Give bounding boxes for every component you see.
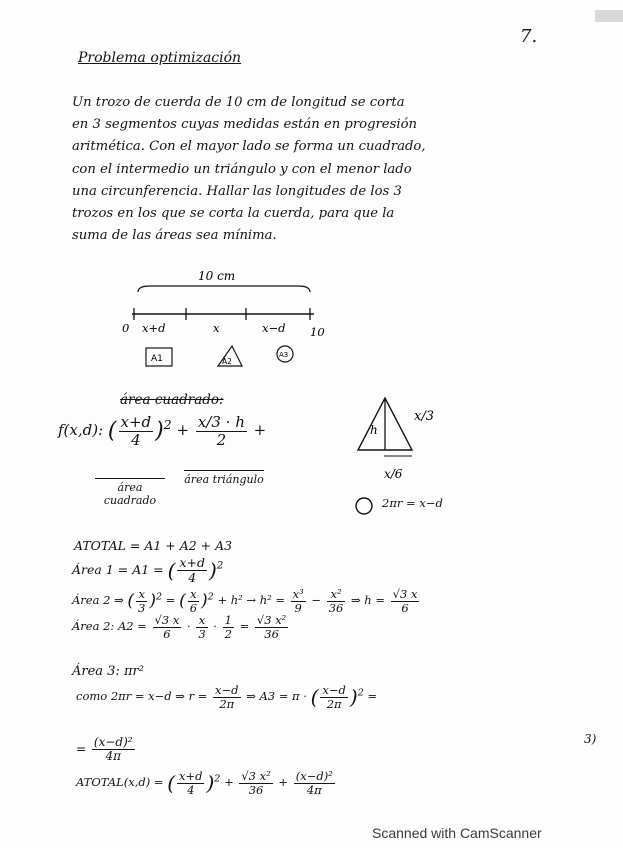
statement-line: en 3 segmentos cuyas medidas están en progresión <box>72 117 418 133</box>
atotal-final: ATOTAL(x,d) = ( $\frac{x+d}{4}$ )$^2$ + $\frac{\text{√3 x²}}{36}$ + $\frac{\text{(x−d)²}}{4\pi}$ <box>76 769 333 797</box>
fraction: $\frac{\text{x²}}{36}$ <box>328 587 344 615</box>
fraction: $\frac{√3 x}{6}$ <box>392 587 418 615</box>
scanner-watermark: Scanned with CamScanner <box>372 825 542 841</box>
circle-sketch <box>352 494 376 518</box>
circle-outline <box>356 498 372 514</box>
statement-line: aritmética. Con el mayor lado se forma un cuadrado, <box>72 139 426 155</box>
tick-label: 10 <box>310 325 325 339</box>
fraction: $\frac{x}{3}$ <box>198 613 206 641</box>
fraction: $\frac{x}{3}$ <box>138 587 146 615</box>
area2-result: Área 2: A2 = $\frac{√3 x}{6}$ · $\frac{x}{3}$ · $\frac{1}{2}$ = $\frac{\text{√3 x²}}{36}$ <box>72 613 287 641</box>
scan-edge <box>595 10 623 22</box>
fraction: $\frac{x+d}{4}$ <box>179 769 203 797</box>
total-bracket <box>138 286 310 292</box>
area1-line: Área 1 = A1 = ( $\frac{x+d}{4}$ )$^2$ <box>72 555 224 585</box>
fraction: $\frac{x+d}{4}$ <box>120 413 152 449</box>
area2-derivation: Área 2 ⇒ ( $\frac{x}{3}$ )$^2$ = ( $\frac{x}{6}$ )$^2$ + h² → h² = $\frac{\text{x³}}{9}$ − $\frac{\text{x²}}{36}$ ⇒ h = $\frac{√3 x}{6}$ <box>72 587 418 615</box>
atotal-line: ATOTAL = A1 + A2 + A3 <box>74 538 233 553</box>
total-length-label: 10 cm <box>198 269 236 283</box>
fraction: $\frac{x}{6}$ <box>189 587 198 615</box>
area3-result: = $\frac{\text{(x−d)²}}{4\pi}$ <box>76 735 133 764</box>
fraction: $\frac{√3 x}{6}$ <box>154 613 180 641</box>
triangle-half-base-label: x/6 <box>384 467 403 481</box>
tick-label: x <box>213 321 220 335</box>
shape-label-a3: A3 <box>279 351 289 359</box>
fraction: $\frac{x-d}{2\pi}$ <box>215 683 239 711</box>
page-number: 7. <box>520 26 538 47</box>
triangle-height-label: h <box>370 423 378 437</box>
fraction: $\frac{x-d}{2\pi}$ <box>322 683 346 711</box>
fraction: $\frac{\text{√3 x²}}{36}$ <box>256 613 287 641</box>
fraction: $\frac{x/3 \cdot h}{2}$ <box>197 413 245 449</box>
fraction: $\frac{x+d}{4}$ <box>179 555 205 585</box>
fraction: $\frac{1}{2}$ <box>224 613 232 641</box>
tick-label: x−d <box>262 321 286 335</box>
radius-derivation: como 2πr = x−d ⇒ r = $\frac{x-d}{2\pi}$ ⇒ A3 = π · ( $\frac{x-d}{2\pi}$ )$^2$ = <box>76 683 378 711</box>
shape-label-a2: A2 <box>222 357 232 366</box>
circle-perimeter-eq: 2πr = x−d <box>382 496 443 510</box>
statement-line: trozos en los que se corta la cuerda, para que la <box>72 206 395 222</box>
problem-statement <box>72 92 502 247</box>
fraction: $\frac{\text{√3 x²}}{36}$ <box>241 769 271 797</box>
tick-label: 0 <box>122 321 130 335</box>
under-label-cuadrado: área cuadrado <box>95 478 165 507</box>
statement-line: con el intermedio un triángulo y con el menor lado <box>72 161 412 177</box>
statement-line: Un trozo de cuerda de 10 cm de longitud se corta <box>72 95 405 110</box>
statement-line: suma de las áreas sea mínima. <box>72 228 277 244</box>
statement-line: una circunferencia. Hallar las longitudes de los 3 <box>72 183 402 199</box>
f-definition: f(x,d): ( $\frac{x+d}{4}$ )$^2$ + $\frac{x/3 \cdot h}{2}$ + <box>58 413 267 449</box>
tick-label: x+d <box>142 321 166 335</box>
margin-note: 3) <box>584 732 597 746</box>
area-cuadrado-heading: área cuadrado: <box>120 392 224 408</box>
fraction: $\frac{\text{x³}}{9}$ <box>292 587 304 615</box>
f-lhs: f(x,d): <box>58 421 104 439</box>
problem-title: Problema optimización <box>78 50 242 66</box>
shape-label-a1: A1 <box>151 354 163 364</box>
fraction: $\frac{\text{(x−d)²}}{4\pi}$ <box>295 769 333 797</box>
area3-line: Área 3: πr² <box>72 664 144 679</box>
fraction: $\frac{\text{(x−d)²}}{4\pi}$ <box>93 735 133 764</box>
triangle-sketch <box>348 392 458 487</box>
segment-diagram <box>110 268 340 378</box>
triangle-side-label: x/3 <box>414 409 434 424</box>
under-label-triangulo: área triángulo <box>184 470 264 486</box>
